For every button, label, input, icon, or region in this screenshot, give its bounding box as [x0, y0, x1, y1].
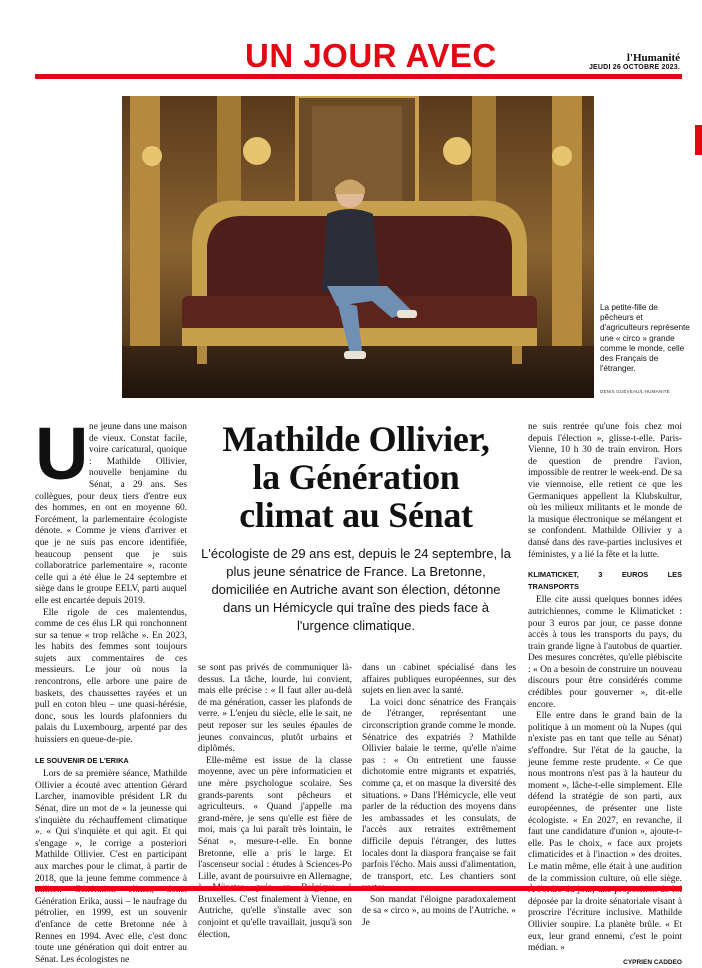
article-column-1	[35, 412, 187, 966]
intertitle: KLIMATICKET, 3 EUROS LES TRANSPORTS	[528, 570, 682, 591]
paragraph: Elle entre dans le grand bain de la politique à un moment où la Nupes (qui n'existe pas en tant que telle au Sénat) s'effondre. Sur l'état de la gauche, la jeune femme reste prudente. « Ce que nous montrons n'est pas à la hauteur du moment », lâche-t-elle simplement. Elle défend la stratégie de son parti, aux européennes, de présenter une liste écologiste. « En 2027, en revanche, il faut une candidature d'union », ajoute-t-elle. Pas le choix, « face aux projets climaticides et à l'inaction » des droites. Le matin même, elle était à une audition de la commission culture, où elle siège. déposée par la droite sénatoriale visant à proscrire l'écriture inclusive. Mathilde Ollivier soupire. La planète brûle. « Et eux, leur grand ennemi, c'est le point médian. »	[528, 711, 682, 954]
paragraph: ne jeune dans une maison de vieux. Constat facile, voire caricatural, quoique : Mathilde Ollivier, nouvelle benjamine du Sénat, a 29 ans. Ses collègues, pour deux tiers d'entre eux des hommes, en ont en moyenne 60. Forcément, la parlementaire écologiste dénote. « Comme je viens d'arriver et que je ne suis pas encore identifiée, beaucoup pensent que je suis collaboratrice parlementaire », raconte celle qui a été élue le 24 septembre et siège dans le groupe EELV, parti auquel elle est encartée depuis 2019.	[35, 422, 187, 606]
photo-credit: DENIS GUÉVEAU/L'HUMANITÉ	[600, 389, 670, 394]
drop-cap: U	[35, 412, 89, 495]
paragraph: se sont pas privés de communiquer là-dessus. La tâche, lourde, lui convient, mais elle précise : « Il faut aller au-delà de ma génération, casser les plafonds de verre. » L'enjeu du siècle, elle le sait, ne peut reposer sur les seules épaules de jeunes convaincus, plutôt urbains et diplômés.	[198, 663, 352, 755]
paragraph: Elle-même est issue de la classe moyenne, avec un père informaticien et une mère psychologue scolaire. Ses grands-parents sont pêcheurs et agriculteurs. « Quand j'appelle ma grand-mère, je sens qu'elle est fière de moi, mais ça lui paraît très lointain, le Sénat », mesure-t-elle. En bonne Bretonne, elle a pris le large. Et l'ascenseur social : études à Sciences-Po Lille, avant de poursuivre en Allemagne, Bruxelles. C'est finalement à Vienne, en Autriche, qu'elle s'installe avec son conjoint et qu'elle travaillait, jusqu'à son élection,	[198, 755, 352, 940]
edge-tab-marker	[695, 125, 702, 155]
headline-line-2: la Génération	[252, 457, 460, 497]
paragraph: Elle cite aussi quelques bonnes idées autrichiennes, comme le Klimaticket : pour 3 euros par jour, ce passe donne accès à tous les transports du pays, du train grande ligne à l'autobus de quartier. Des mesures concrètes, qu'elle plébiscite : « On a besoin de construire un nouveau discours pour être considérés comme crédibles pour gouverner », dit-elle encore.	[528, 595, 682, 710]
top-rule	[35, 74, 682, 79]
paragraph: Son mandat l'éloigne paradoxalement de sa « circo », au moins de l'Autriche. « Je	[362, 894, 516, 929]
bottom-rule	[35, 886, 682, 891]
article-column-2	[198, 663, 352, 941]
photo-illustration	[122, 96, 594, 398]
section-rubric: UN JOUR AVEC	[245, 37, 497, 74]
headline-line-1: Mathilde Ollivier,	[222, 419, 490, 459]
paragraph: ne suis rentrée qu'une fois chez moi depuis l'élection », glisse-t-elle. Paris-Vienne, 10 h 30 de train environ. Hors de question de prendre l'avion, impossible de rentrer le week-end. De sa vie viennoise, elle retient ce que les Germaniques appellent la Klubskultur, où les milieux militants et le monde de la musique électronique se mélangent et se confondent. Mathilde Ollivier y a dansé dans des rave-parties inclusives et féministes, y a lié la fête et la lutte.	[528, 422, 682, 560]
article-standfirst: L'écologiste de 29 ans est, depuis le 24 septembre, la plus jeune sénatrice de France. La Bretonne, domiciliée en Autriche avant son élection, détonne dans un Hémicycle qui traîne des pieds face à l'urgence climatique.	[201, 546, 511, 633]
author-signature: CYPRIEN CADDEO	[623, 958, 682, 966]
paragraph: La voici donc sénatrice des Français de l'étranger, représentant une circonscription grande comme le monde. Sénatrice des expatriés ? Mathilde Ollivier balaie le terme, qu'elle n'aime pas : « On entretient une fausse dichotomie entre migrants et expatriés, comme ça, et on masque la diversité des situations. » Dans l'Hémicycle, elle veut parler de la réduction des moyens dans les ambassades et les consulats, de l'accès aux retraites extrêmement difficile depuis l'étranger, des luttes locales dont la diaspora française se fait parfois l'écho. Mais aussi d'alimentation, de transport, etc. Les chantiers sont	[362, 697, 516, 882]
headline-line-3: climat au Sénat	[239, 495, 473, 535]
issue-date: JEUDI 26 OCTOBRE 2023.	[588, 64, 680, 71]
newspaper-brand: l'Humanité	[626, 52, 680, 64]
paragraph: Elle rigole de ces malentendus, comme de ces élus LR qui ronchonnent sur sa tenue « trop relâche ». En 2023, les habits des femmes sont toujours sujets aux commentaires de ces messieurs. Le jour où nous la rencontrons, elle arbore une paire de baskets, des chaussettes rayées et un pull en coton bleu – une quasi-hérésie, donc, sous les lourds plafonniers du palais du Luxembourg, arpenté par des huissiers en queue-de-pie.	[35, 607, 187, 746]
paragraph: dans un cabinet spécialisé dans les affaires publiques européennes, sur des sujets en lien avec la santé.	[362, 663, 516, 697]
intertitle: LE SOUVENIR DE L'ERIKA	[35, 755, 129, 765]
paragraph: Lors de sa première séance, Mathilde Ollivier a écouté avec attention Gérard Larcher, inamovible président LR du Sénat, dire un mot de « la jeunesse qui s'inquiète du réchauffement climatique ». « Qui s'inquiète et qui agit. Et qui s'engage », le corrige a posteriori Mathilde Ollivier. C'est en participant aux marches pour le climat, à partir de 2018, que la jeune femme commence à Génération Erika, aussi – le naufrage du pétrolier, en 1999, est un souvenir d'enfance de cette Bretonne née à Rennes en 1994. Avec elle, c'est donc toute une génération qui doit entrer au Sénat. Les écologistes ne	[35, 769, 187, 965]
article-headline	[196, 420, 516, 534]
article-photo	[122, 96, 594, 398]
photo-caption: La petite-fille de pêcheurs et d'agriculteurs représente une « circo » grande comme le monde, celle des Français de l'étranger.	[600, 303, 690, 374]
